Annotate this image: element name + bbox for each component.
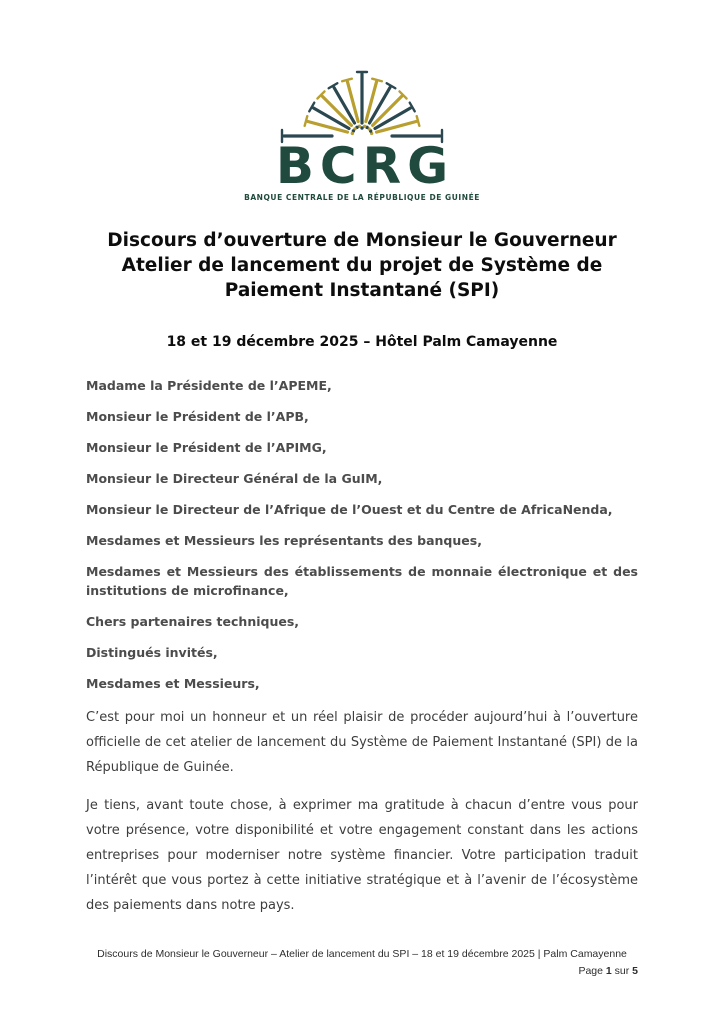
salutation-line: Monsieur le Directeur Général de la GuIM,: [86, 471, 383, 486]
logo-tagline: BANQUE CENTRALE DE LA RÉPUBLIQUE DE GUINÉE: [244, 193, 480, 202]
event-date-location: 18 et 19 décembre 2025 – Hôtel Palm Camayenne: [166, 334, 558, 350]
salutation-line: Chers partenaires techniques,: [86, 614, 300, 629]
page-number-current: 1: [605, 965, 612, 977]
page-footer: [86, 948, 638, 977]
document-title: [40, 228, 684, 303]
salutation-line: Monsieur le Président de l’APIMG,: [86, 440, 327, 455]
sunburst-rays-icon: [277, 60, 447, 144]
page-label-sep: sur: [611, 965, 633, 977]
page-number: [86, 965, 638, 977]
salutation-line: Mesdames et Messieurs les représentants des banques,: [86, 533, 482, 548]
footer-text: Discours de Monsieur le Gouverneur – Atelier de lancement du SPI – 18 et 19 décembre 2025 | Palm Camayenne: [97, 948, 627, 960]
salutation-line: Monsieur le Président de l’APB,: [86, 409, 309, 424]
salutations-list: [86, 376, 638, 693]
logo-acronym: BCRG: [275, 137, 455, 195]
salutation-line: Monsieur le Directeur de l’Afrique de l’Ouest et du Centre de AfricaNenda,: [86, 502, 613, 517]
salutation-line: Mesdames et Messieurs des établissements de monnaie électronique et des institutions de microfinance,: [86, 564, 638, 598]
salutation-line: Mesdames et Messieurs,: [86, 676, 260, 691]
title-line: Atelier de lancement du projet de Système de: [121, 255, 603, 276]
body-paragraph: Je tiens, avant toute chose, à exprimer ma gratitude à chacun d’entre vous pour votre présence, votre disponibilité et votre engagement constant dans les actions entreprises pour moderniser notre système financier. Votre participation traduit l’intérêt que vous portez à cette initiative stratégique et à l’avenir de l’écosystème des paiements dans notre pays.: [86, 798, 638, 913]
title-line: Paiement Instantané (SPI): [224, 280, 500, 301]
salutation-line: Distingués invités,: [86, 645, 218, 660]
page-label-prefix: Page: [578, 965, 606, 977]
page-number-total: 5: [632, 965, 638, 977]
title-line: Discours d’ouverture de Monsieur le Gouverneur: [107, 230, 617, 251]
salutation-line: Madame la Présidente de l’APEME,: [86, 378, 332, 393]
body-paragraph: C’est pour moi un honneur et un réel plaisir de procéder aujourd’hui à l’ouverture officielle de cet atelier de lancement du Système de Paiement Instantané (SPI) de la République de Guinée.: [86, 710, 638, 775]
bcrg-logo: [0, 0, 724, 202]
